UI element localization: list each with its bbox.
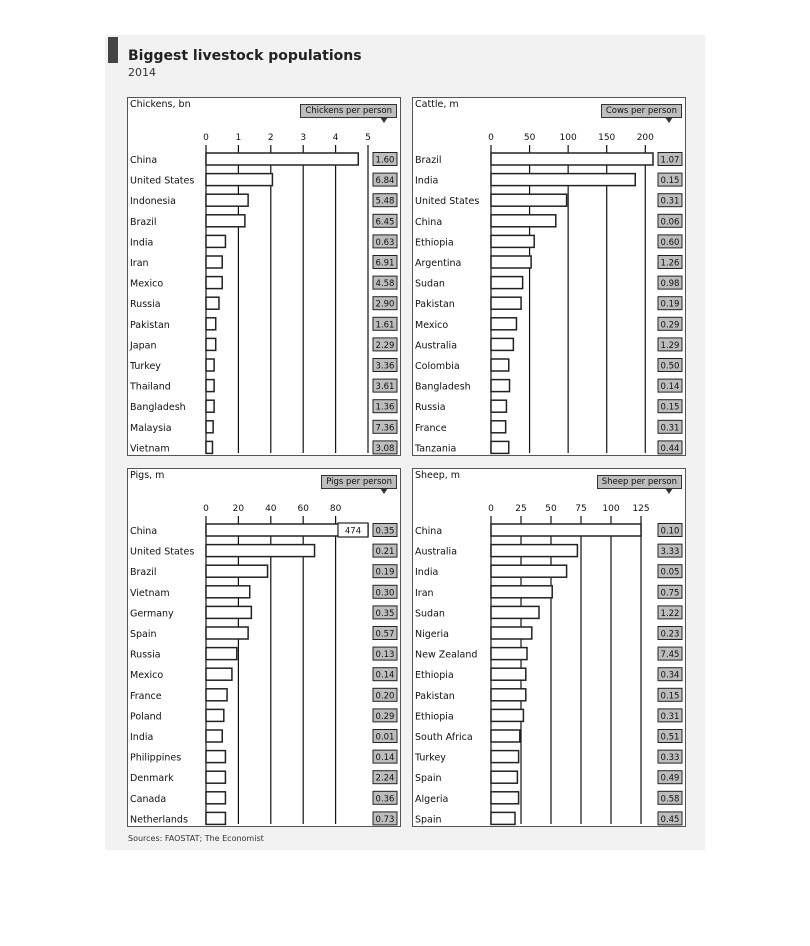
per-person-value: 0.01 [375, 732, 395, 743]
bar [491, 730, 520, 742]
category-label: China [415, 526, 443, 537]
chart-sheep [413, 469, 685, 826]
per-person-value: 3.36 [375, 361, 395, 372]
per-person-value: 0.14 [660, 382, 680, 393]
per-person-value: 0.30 [375, 588, 395, 599]
bar [491, 318, 516, 330]
per-person-value: 0.05 [660, 567, 680, 578]
per-person-value: 6.91 [375, 258, 395, 269]
x-tick-label: 2 [267, 133, 274, 143]
category-label: Algeria [415, 793, 449, 805]
category-label: Russia [130, 649, 161, 661]
category-label: India [415, 175, 439, 187]
bar [491, 689, 526, 701]
category-label: Iran [130, 258, 149, 269]
x-tick-label: 150 [598, 133, 616, 143]
bar [206, 277, 222, 289]
per-person-value: 1.61 [375, 320, 395, 331]
category-label: Ethiopia [415, 711, 454, 723]
bar [206, 359, 214, 371]
bar [206, 730, 222, 742]
bar [206, 215, 245, 227]
chart-pigs [128, 469, 400, 826]
category-label: Sudan [415, 608, 445, 620]
x-tick-label: 5 [365, 133, 371, 143]
bar [491, 812, 515, 824]
x-tick-label: 60 [297, 504, 309, 514]
chart-chickens [128, 98, 400, 455]
bar [206, 545, 315, 557]
category-label: Canada [130, 793, 167, 805]
category-label: Turkey [415, 752, 446, 764]
category-label: Germany [130, 608, 174, 620]
bar [206, 235, 225, 247]
bar [491, 648, 527, 660]
bar [206, 689, 227, 701]
category-label: Brazil [130, 216, 157, 228]
badge-pigs-per-person: Pigs per person [321, 475, 397, 489]
badge-sheep-per-person: Sheep per person [597, 475, 682, 489]
x-tick-label: 200 [636, 133, 654, 143]
bar [491, 606, 539, 618]
per-person-value: 2.90 [375, 299, 395, 310]
x-tick-label: 1 [235, 133, 242, 143]
bar [206, 565, 268, 577]
bar [491, 627, 532, 639]
bar [491, 751, 519, 763]
bar [491, 421, 506, 433]
per-person-value: 0.58 [660, 794, 680, 805]
category-label: Argentina [415, 258, 462, 269]
category-label: Vietnam [130, 587, 170, 599]
per-person-value: 1.36 [375, 402, 395, 413]
bar [206, 812, 225, 824]
category-label: Mexico [130, 670, 164, 682]
category-label: France [130, 690, 162, 702]
bar [491, 792, 519, 804]
bar [206, 421, 213, 433]
category-label: Australia [415, 546, 458, 558]
category-label: Brazil [415, 155, 442, 166]
per-person-value: 0.29 [660, 320, 680, 331]
per-person-value: 0.15 [660, 176, 680, 187]
title-accent-bar [108, 37, 118, 63]
category-label: United States [130, 175, 195, 187]
category-label: Bangladesh [130, 402, 186, 414]
category-label: Mexico [415, 319, 449, 331]
per-person-value: 1.22 [660, 608, 680, 619]
badge-chickens-per-person: Chickens per person [300, 104, 397, 118]
bar [491, 277, 523, 289]
category-label: Russia [415, 402, 446, 414]
bar [491, 194, 567, 206]
per-person-value: 2.24 [375, 773, 395, 784]
category-label: Netherlands [130, 814, 188, 826]
x-tick-label: 50 [523, 133, 536, 143]
bar [491, 441, 509, 453]
category-label: Spain [415, 814, 442, 826]
per-person-value: 0.49 [660, 773, 680, 784]
category-label: Iran [415, 587, 434, 599]
category-label: United States [415, 196, 480, 208]
per-person-value: 7.45 [660, 650, 680, 661]
per-person-value: 1.26 [660, 258, 680, 269]
x-tick-label: 0 [488, 133, 494, 143]
panel-sheep [412, 468, 686, 827]
x-tick-label: 4 [332, 133, 339, 143]
panel-chickens [127, 97, 401, 456]
source-note: Sources: FAOSTAT; The Economist [128, 834, 264, 843]
per-person-value: 3.61 [375, 382, 395, 393]
x-tick-label: 125 [632, 504, 650, 514]
per-person-value: 0.15 [660, 402, 680, 413]
per-person-value: 0.34 [660, 670, 680, 681]
bar [206, 709, 224, 721]
per-person-value: 0.31 [660, 423, 680, 434]
bar [491, 771, 517, 783]
category-label: Brazil [130, 567, 157, 579]
bar [491, 565, 567, 577]
x-tick-label: 20 [232, 504, 245, 514]
chart-cattle [413, 98, 685, 455]
category-label: United States [130, 546, 195, 558]
category-label: India [415, 567, 439, 579]
per-person-value: 6.45 [375, 217, 395, 228]
category-label: Japan [130, 340, 157, 352]
category-label: Malaysia [130, 422, 172, 434]
bar [491, 256, 531, 268]
category-label: Sudan [415, 278, 445, 290]
bar [206, 792, 225, 804]
bar-overflow-callout-value: 474 [344, 526, 362, 537]
category-label: Mexico [130, 278, 164, 290]
per-person-value: 0.19 [375, 567, 395, 578]
per-person-value: 0.57 [375, 629, 395, 640]
bar [206, 338, 216, 350]
per-person-value: 0.15 [660, 691, 680, 702]
bar [491, 153, 653, 165]
x-tick-label: 0 [488, 504, 494, 514]
per-person-value: 0.63 [375, 237, 395, 248]
bar [491, 215, 556, 227]
category-label: Ethiopia [415, 237, 454, 249]
per-person-value: 1.07 [660, 155, 680, 166]
per-person-value: 6.84 [375, 176, 395, 187]
per-person-value: 0.45 [660, 814, 680, 825]
category-label: China [130, 155, 158, 166]
panel-label-chickens: Chickens, bn [130, 99, 191, 110]
x-tick-label: 25 [515, 504, 527, 514]
category-label: China [130, 526, 158, 537]
x-tick-label: 0 [203, 504, 209, 514]
category-label: Turkey [130, 361, 161, 372]
chart-subtitle: 2014 [128, 66, 156, 79]
per-person-value: 0.60 [660, 237, 680, 248]
per-person-value: 0.21 [375, 547, 395, 558]
bar [491, 338, 513, 350]
x-tick-label: 100 [602, 504, 620, 514]
bar [206, 256, 222, 268]
bar [206, 606, 251, 618]
per-person-value: 0.98 [660, 279, 680, 290]
per-person-value: 0.31 [660, 711, 680, 722]
category-label: Nigeria [415, 629, 449, 640]
per-person-value: 0.14 [375, 670, 395, 681]
category-label: Poland [130, 711, 162, 723]
bar [206, 153, 358, 165]
per-person-value: 0.51 [660, 732, 680, 743]
per-person-value: 1.60 [375, 155, 395, 166]
badge-cows-per-person: Cows per person [601, 104, 682, 118]
bar [206, 648, 237, 660]
category-label: Pakistan [130, 319, 170, 331]
category-label: Thailand [130, 381, 171, 393]
bar [206, 751, 225, 763]
x-tick-label: 50 [545, 504, 557, 514]
category-label: Vietnam [130, 443, 170, 455]
per-person-value: 0.36 [375, 794, 395, 805]
panel-label-pigs: Pigs, m [130, 470, 165, 481]
per-person-value: 0.13 [375, 650, 395, 661]
panel-label-sheep: Sheep, m [415, 470, 461, 481]
bar [491, 709, 523, 721]
per-person-value: 0.20 [375, 691, 395, 702]
x-tick-label: 3 [300, 133, 307, 143]
panel-pigs [127, 468, 401, 827]
x-tick-label: 100 [559, 133, 577, 143]
bar [206, 586, 250, 598]
x-tick-label: 80 [329, 504, 342, 514]
per-person-value: 7.36 [375, 423, 395, 434]
per-person-value: 0.23 [660, 629, 680, 640]
per-person-value: 4.58 [375, 279, 395, 290]
per-person-value: 2.29 [375, 340, 395, 351]
category-label: South Africa [415, 732, 473, 743]
category-label: Australia [415, 340, 458, 352]
category-label: China [415, 216, 443, 228]
bar [206, 297, 219, 309]
category-label: Russia [130, 299, 161, 311]
bar [491, 174, 635, 186]
chart-title: Biggest livestock populations [128, 48, 362, 64]
category-label: Pakistan [415, 299, 455, 311]
per-person-value: 0.19 [660, 299, 680, 310]
bar [206, 400, 214, 412]
bar [491, 545, 577, 557]
per-person-value: 0.31 [660, 196, 680, 207]
category-label: Ethiopia [415, 670, 454, 682]
category-label: Tanzania [415, 443, 457, 455]
panel-label-cattle: Cattle, m [415, 99, 459, 110]
category-label: Spain [130, 629, 157, 640]
category-label: Bangladesh [415, 381, 471, 393]
bar [491, 235, 534, 247]
per-person-value: 5.48 [375, 196, 395, 207]
per-person-value: 0.06 [660, 217, 680, 228]
per-person-value: 0.14 [375, 753, 395, 764]
category-label: New Zealand [415, 649, 478, 661]
category-label: Denmark [130, 773, 174, 785]
per-person-value: 1.29 [660, 340, 680, 351]
category-label: France [415, 422, 447, 434]
bar [491, 586, 552, 598]
per-person-value: 0.50 [660, 361, 680, 372]
per-person-value: 0.33 [660, 753, 680, 764]
category-label: Colombia [415, 361, 460, 372]
x-tick-label: 0 [203, 133, 209, 143]
bar [491, 400, 506, 412]
bar [206, 318, 216, 330]
category-label: Spain [415, 773, 442, 785]
per-person-value: 0.73 [375, 814, 395, 825]
bar [491, 297, 521, 309]
per-person-value: 0.44 [660, 443, 680, 454]
category-label: India [130, 237, 154, 249]
bar [491, 380, 510, 392]
bar [491, 359, 509, 371]
category-label: Pakistan [415, 690, 455, 702]
per-person-value: 0.35 [375, 608, 395, 619]
bar [206, 441, 212, 453]
category-label: India [130, 732, 154, 743]
panel-cattle [412, 97, 686, 456]
bar [206, 668, 232, 680]
per-person-value: 3.33 [660, 547, 680, 558]
bar [206, 174, 272, 186]
per-person-value: 3.08 [375, 443, 395, 454]
bar [491, 524, 641, 536]
x-tick-label: 40 [265, 504, 277, 514]
bar [206, 194, 248, 206]
per-person-value: 0.35 [375, 526, 395, 537]
bar [206, 771, 225, 783]
per-person-value: 0.10 [660, 526, 680, 537]
bar [206, 627, 248, 639]
per-person-value: 0.75 [660, 588, 680, 599]
per-person-value: 0.29 [375, 711, 395, 722]
x-tick-label: 75 [575, 504, 587, 514]
bar [206, 380, 214, 392]
bar [491, 668, 526, 680]
category-label: Indonesia [130, 196, 176, 208]
category-label: Philippines [130, 752, 182, 764]
